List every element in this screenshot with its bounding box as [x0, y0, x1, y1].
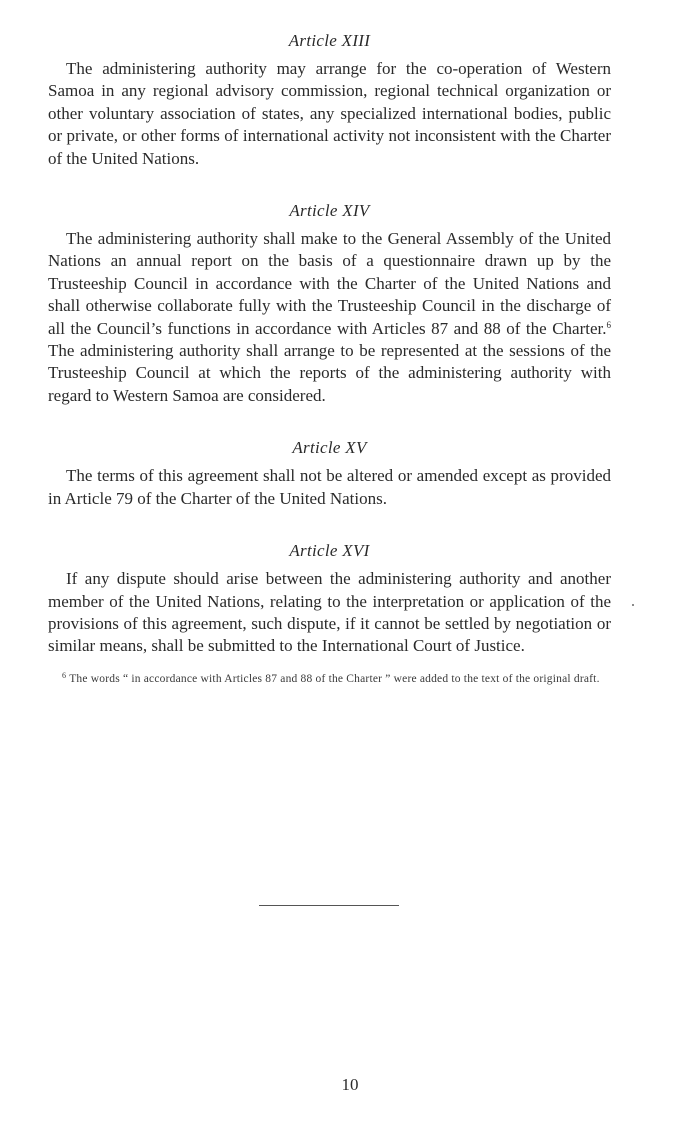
- footnote-reference[interactable]: 6: [606, 319, 611, 330]
- article-heading: Article XVI: [289, 541, 370, 561]
- document-page: [48, 30, 611, 687]
- article-15: [48, 437, 611, 510]
- article-body-part-2: The administering authority shall arrange to be represented at the sessions of the Trusteeship Council at which the reports of the administering authority with regard to Western Samoa are considered.: [48, 341, 611, 405]
- article-body: If any dispute should arise between the administering authority and another member of the United Nations, relating to the interpretation or application of the provisions of this agreement, such dispute, if it cannot be settled by negotiation or similar means, shall be submitted to the International Court of Justice.: [48, 569, 611, 656]
- scan-speck: [632, 604, 634, 606]
- separator-rule: [259, 905, 399, 906]
- article-14: [48, 200, 611, 407]
- page-number: 10: [341, 1075, 359, 1094]
- article-heading: Article XIII: [288, 31, 371, 50]
- article-heading: Article XIV: [289, 201, 370, 221]
- footnote: [48, 672, 611, 687]
- footnote-text: The words “ in accordance with Articles 87 and 88 of the Charter ” were added to the text of the original draft.: [69, 672, 600, 685]
- article-13: [48, 30, 611, 170]
- article-16: [48, 540, 611, 658]
- article-heading: Article XV: [292, 438, 367, 458]
- footnote-marker: 6: [62, 670, 67, 680]
- article-body: [48, 228, 611, 407]
- article-body: The administering authority may arrange for the co-operation of Western Samoa in any regional advisory commission, regional technical organization or other voluntary association of states, any specialized international bodies, public or private, or other forms of international activity not inconsistent with the Charter of the United Nations.: [48, 59, 611, 168]
- article-body: The terms of this agreement shall not be altered or amended except as provided in Article 79 of the Charter of the United Nations.: [48, 466, 611, 508]
- article-body-part-1: The administering authority shall make to the General Assembly of the United Nations an annual report on the basis of a questionnaire drawn up by the Trusteeship Council in accordance with the Charter of the United Nations and shall otherwise collaborate fully with the Trusteeship Council in the discharge of all the Council’s functions in accordance with Articles 87 and 88 of the Charter.: [48, 229, 611, 338]
